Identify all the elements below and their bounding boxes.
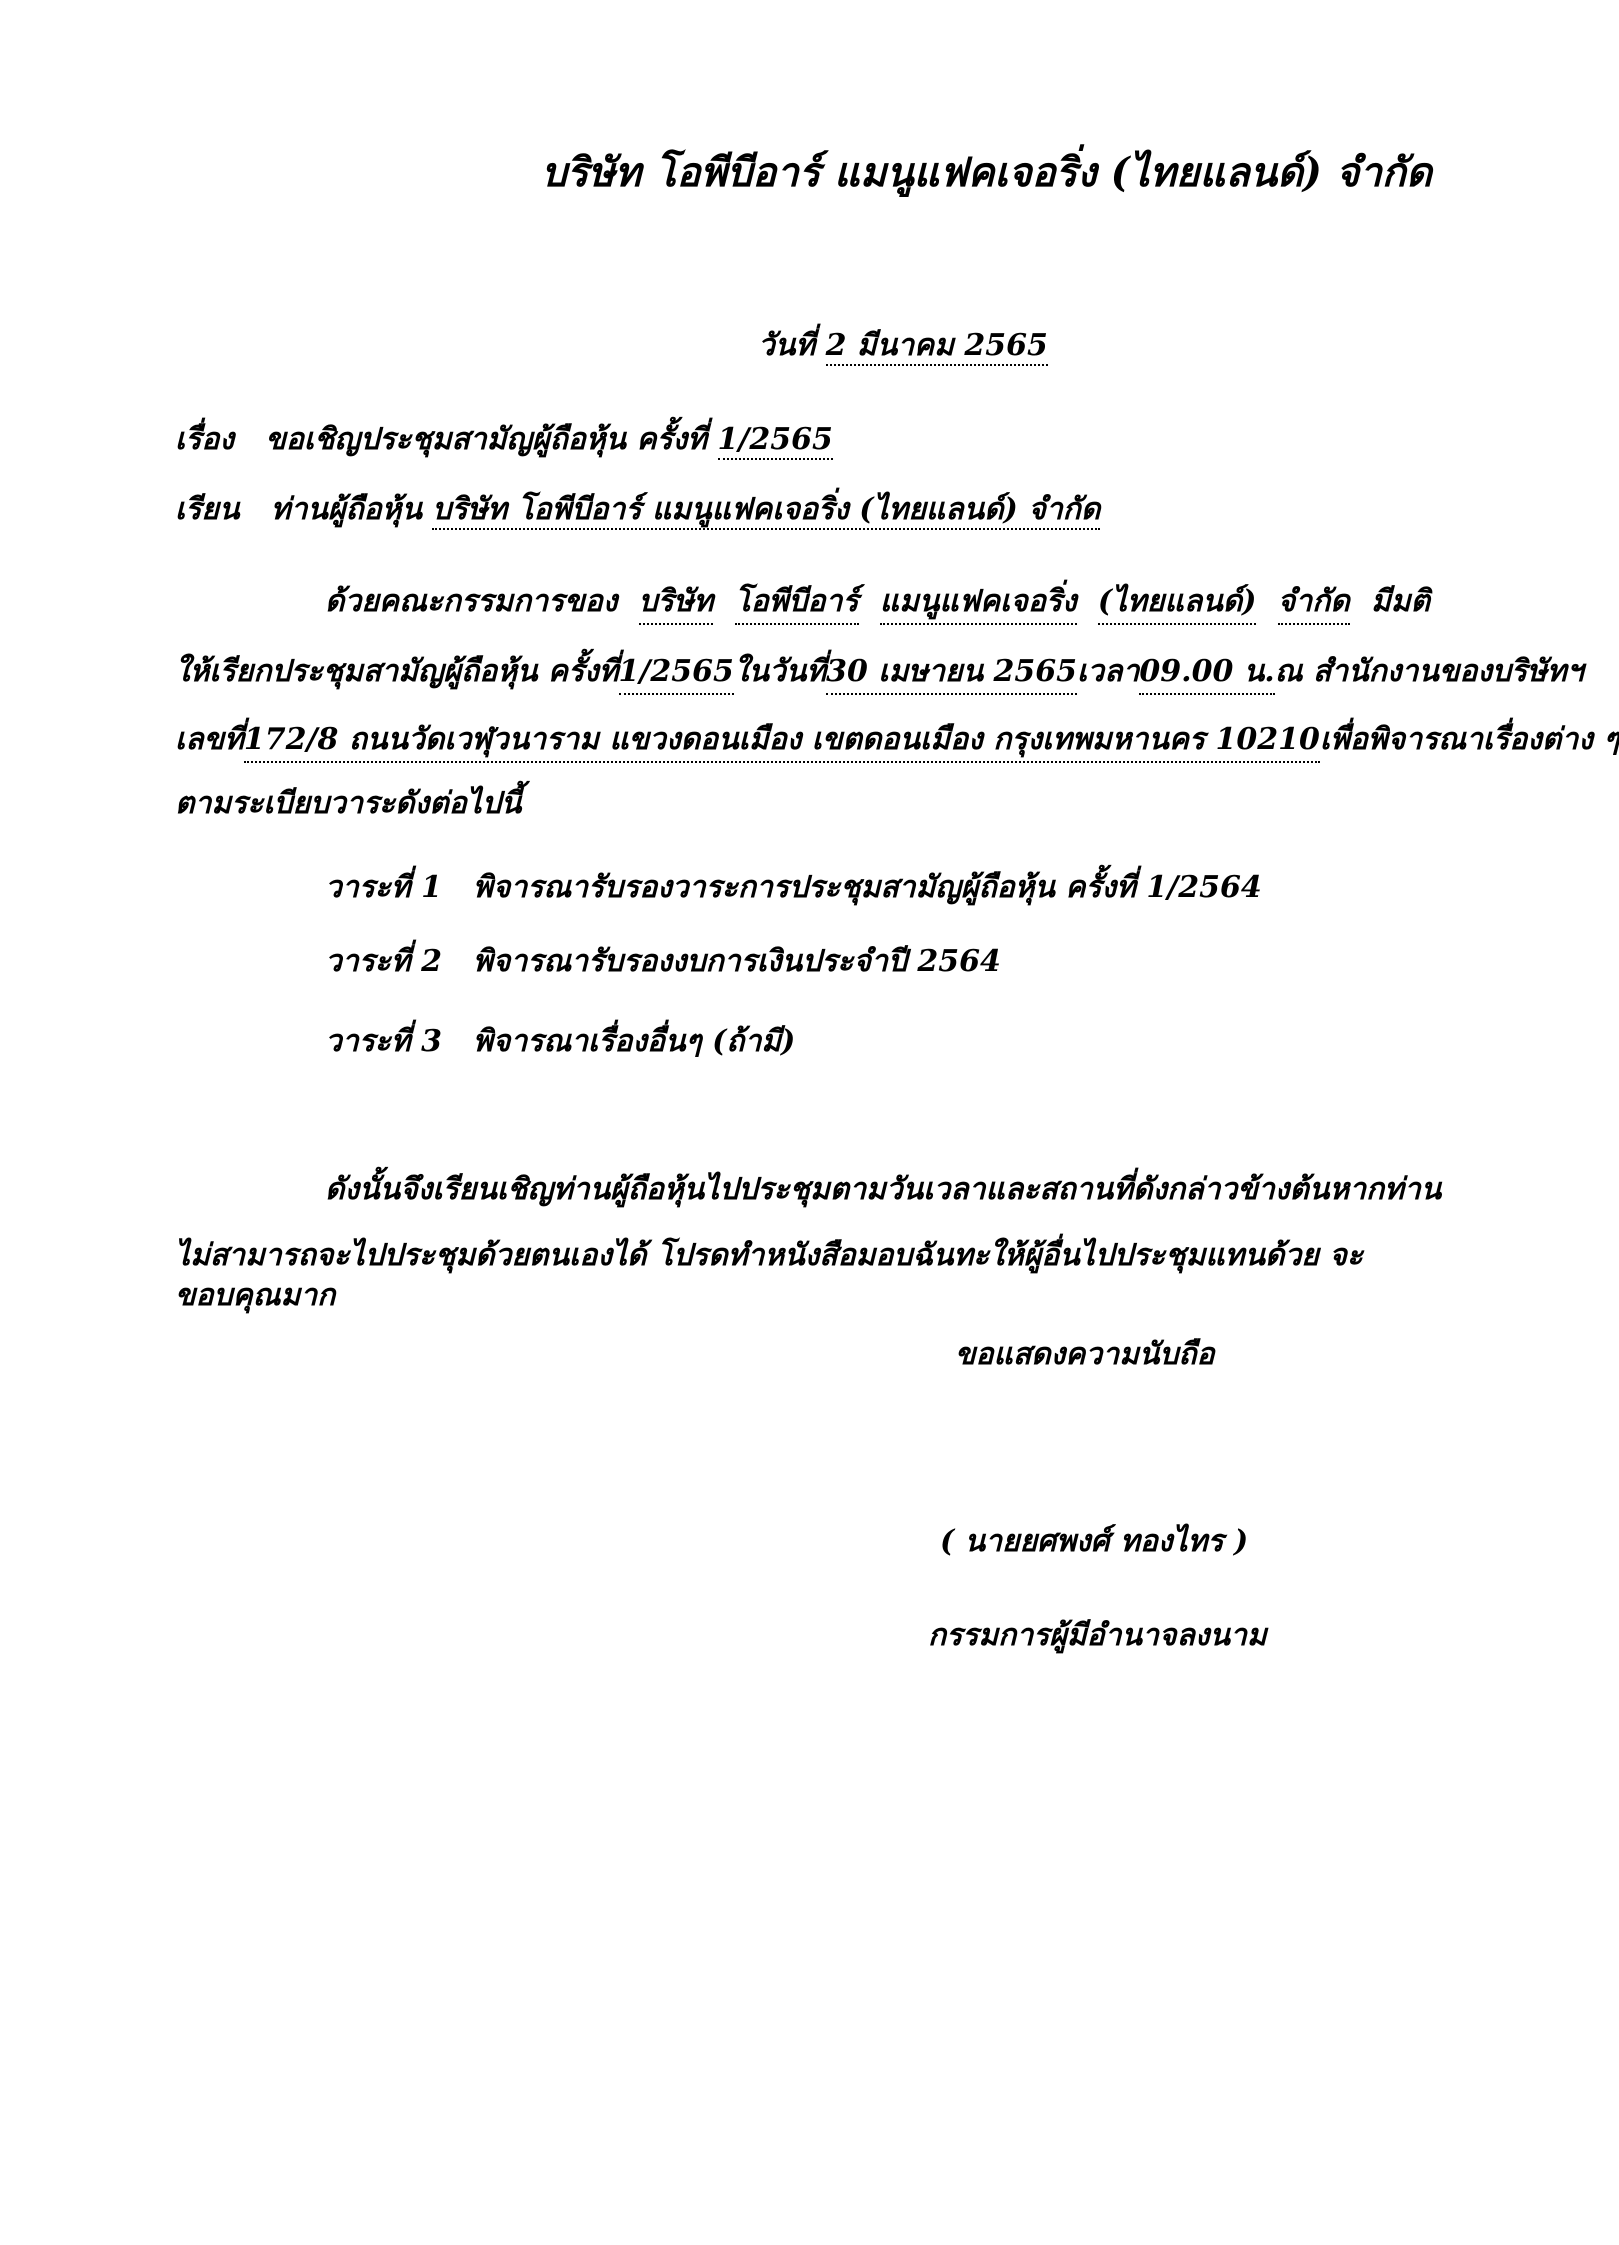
signatory-name: ( นายยศพงศ์ ทองไทร ) xyxy=(940,1524,1249,1559)
agenda-item xyxy=(325,942,1001,982)
agenda-number: วาระที่ 1 xyxy=(325,870,443,905)
agenda-text: พิจารณาเรื่องอื่นๆ (ถ้ามี) xyxy=(473,1024,796,1059)
conclusion-word: เวลา xyxy=(923,1172,986,1207)
recipient-company: บริษัท โอพีบีอาร์ แมนูแฟคเจอริ่ง (ไทยแลนด์) จำกัด xyxy=(432,492,1100,530)
p1-meeting-time: 09.00 น. xyxy=(1139,652,1274,695)
conclusion-word: ดังนั้น xyxy=(325,1172,401,1207)
p1-company-word: แมนูแฟคเจอริ่ง xyxy=(880,582,1077,625)
agenda-item xyxy=(325,1022,795,1062)
p1-line3-b: เพื่อพิจารณาเรื่องต่าง ๆ xyxy=(1319,722,1619,757)
p1-company-word: บริษัท xyxy=(639,582,714,625)
signatory-title: กรรมการผู้มีอำนาจลงนาม xyxy=(928,1618,1267,1653)
subject-text: ขอเชิญประชุมสามัญผู้ถือหุ้น ครั้งที่ xyxy=(265,422,708,457)
conclusion-line-2-text: ไม่สามารถจะไปประชุมด้วยตนเองได้ โปรดทำหนังสือมอบฉันทะให้ผู้อื่นไปประชุมแทนด้วย จะขอบคุณมาก xyxy=(175,1238,1364,1313)
p1-company-word: จำกัด xyxy=(1278,582,1350,625)
body-paragraph-line-2 xyxy=(175,652,1584,695)
conclusion-word: ข้างต้น xyxy=(1237,1172,1330,1207)
p1-company-word: (ไทยแลนด์) xyxy=(1098,582,1257,625)
p1-line2-c: เวลา xyxy=(1077,654,1140,689)
p1-meeting-number: 1/2565 xyxy=(619,652,734,695)
subject-line xyxy=(175,420,833,460)
body-paragraph-line-3 xyxy=(175,720,1619,763)
agenda-number: วาระที่ 3 xyxy=(325,1024,443,1059)
conclusion-line-1 xyxy=(175,1170,1442,1210)
p1-meeting-date: 30 เมษายน 2565 xyxy=(826,652,1077,695)
agenda-text: พิจารณารับรองวาระการประชุมสามัญผู้ถือหุ้น ครั้งที่ 1/2564 xyxy=(473,870,1262,905)
p1-line2-d: ณ สำนักงานของบริษัทฯ xyxy=(1274,654,1584,689)
p1-line2-b: ในวันที่ xyxy=(733,654,827,689)
p1-company-word: โอพีบีอาร์ xyxy=(735,582,859,625)
agenda-item xyxy=(325,868,1262,908)
p1-resolution: มีมติ xyxy=(1370,584,1430,619)
recipient-label: เรียน xyxy=(175,492,240,527)
body-paragraph-line-1 xyxy=(175,582,1430,625)
recipient-line xyxy=(175,490,1100,530)
date-prefix: วันที่ xyxy=(758,328,816,363)
conclusion-word: และสถานที่ดังกล่าว xyxy=(985,1172,1238,1207)
body-paragraph-line-4 xyxy=(175,784,1430,824)
subject-number: 1/2565 xyxy=(718,422,833,460)
conclusion-word: หากท่าน xyxy=(1329,1172,1442,1207)
date-line xyxy=(758,326,1048,366)
agenda-text: พิจารณารับรองงบการเงินประจำปี 2564 xyxy=(473,944,1001,979)
p1-address: 172/8 ถนนวัดเวฬุวนาราม แขวงดอนเมือง เขตดอนเมือง กรุงเทพมหานคร 10210 xyxy=(244,720,1320,763)
agenda-number: วาระที่ 2 xyxy=(325,944,443,979)
p1-intro: ด้วยคณะกรรมการของ xyxy=(325,584,618,619)
conclusion-word: จึงเรียนเชิญท่านผู้ถือหุ้นไปประชุมตามวัน xyxy=(400,1172,924,1207)
date-value: 2 มีนาคม 2565 xyxy=(826,328,1048,366)
p1-line3-a: เลขที่ xyxy=(175,722,244,757)
recipient-text: ท่านผู้ถือหุ้น xyxy=(270,492,422,527)
closing-salutation: ขอแสดงความนับถือ xyxy=(955,1337,1215,1372)
conclusion-line-2 xyxy=(175,1236,1430,1316)
subject-label: เรื่อง xyxy=(175,422,235,457)
company-header: บริษัท โอพีบีอาร์ แมนูแฟคเจอริ่ง (ไทยแลนด์) จำกัด xyxy=(541,149,1432,196)
p1-line2-a: ให้เรียกประชุมสามัญผู้ถือหุ้น ครั้งที่ xyxy=(175,654,619,689)
p1-line4: ตามระเบียบวาระดังต่อไปนี้ xyxy=(175,786,522,821)
